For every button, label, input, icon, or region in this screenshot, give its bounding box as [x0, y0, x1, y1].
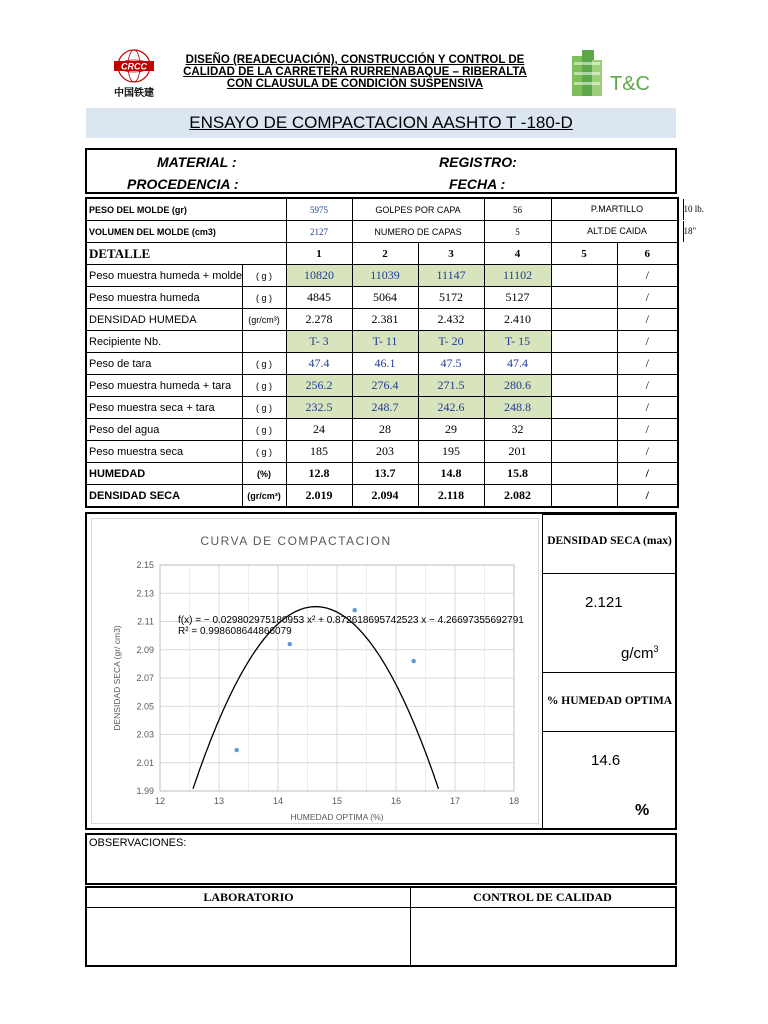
volumen-value: 2127 — [286, 221, 352, 243]
row-unit: (gr/cm³) — [242, 309, 286, 331]
table-cell: / — [617, 463, 678, 485]
data-point-3 — [353, 608, 357, 612]
row-unit: ( g ) — [242, 287, 286, 309]
densidad-unit-text: g/cm — [621, 645, 654, 662]
table-cell[interactable]: 203 — [352, 441, 418, 463]
humedad-optima-cell — [542, 672, 677, 732]
signature-box — [85, 886, 677, 967]
document-title: ENSAYO DE COMPACTACION AASHTO T -180-D — [86, 108, 676, 138]
table-cell — [551, 485, 617, 508]
project-title-line-3: CON CLAUSULA DE CONDICIÓN SUSPENSIVA — [226, 78, 484, 90]
table-cell: / — [617, 265, 678, 287]
row-label: HUMEDAD — [86, 463, 242, 485]
table-cell — [551, 441, 617, 463]
table-cell — [551, 287, 617, 309]
peso-molde-value: 5975 — [286, 198, 352, 221]
table-cell[interactable]: 14.8 — [418, 463, 484, 485]
table-cell[interactable]: 11102 — [484, 265, 551, 287]
table-cell[interactable]: 2.094 — [352, 485, 418, 508]
data-point-2 — [288, 642, 292, 646]
col-header-3: 3 — [418, 243, 484, 265]
y-tick-label: 2.09 — [136, 644, 154, 655]
table-row — [86, 375, 678, 397]
row-unit: ( g ) — [242, 419, 286, 441]
y-tick-label: 2.15 — [136, 560, 154, 570]
martillo-value: 10 lb. — [683, 204, 705, 214]
table-cell[interactable]: 2.410 — [484, 309, 551, 331]
table-cell[interactable]: 4845 — [286, 287, 352, 309]
fecha-label: FECHA : — [449, 176, 506, 192]
table-cell[interactable]: 11147 — [418, 265, 484, 287]
table-cell[interactable]: 2.381 — [352, 309, 418, 331]
detalle-label: DETALLE — [86, 243, 286, 265]
densidad-unit-sup: 3 — [653, 644, 659, 654]
table-row — [86, 353, 678, 375]
table-cell: / — [617, 397, 678, 419]
table-cell — [551, 265, 617, 287]
row-unit: ( g ) — [242, 397, 286, 419]
row-label: Peso muestra seca + tara — [86, 397, 242, 419]
table-cell: / — [617, 375, 678, 397]
densidad-max-value: 2.121 — [585, 594, 623, 611]
chart-frame — [91, 518, 539, 824]
table-cell: / — [617, 353, 678, 375]
table-row — [86, 419, 678, 441]
observaciones-box[interactable] — [85, 833, 677, 885]
table-cell[interactable]: 10820 — [286, 265, 352, 287]
table-cell[interactable]: 12.8 — [286, 463, 352, 485]
table-cell — [551, 309, 617, 331]
table-cell[interactable]: T- 11 — [352, 331, 418, 353]
row-unit: ( g ) — [242, 265, 286, 287]
trendline-equation: f(x) = − 0.029802975180953 x² + 0.872618695742523 x − 4.26697355692791 — [178, 615, 524, 627]
row-unit — [242, 331, 286, 353]
altura-value: 18" — [683, 226, 697, 236]
y-tick-label: 2.13 — [136, 588, 154, 599]
table-cell[interactable]: 256.2 — [286, 375, 352, 397]
table-row — [86, 485, 678, 508]
material-label: MATERIAL : — [157, 154, 237, 170]
table-cell[interactable]: 46.1 — [352, 353, 418, 375]
table-cell[interactable]: 28 — [352, 419, 418, 441]
table-row — [86, 463, 678, 485]
table-row — [86, 309, 678, 331]
peso-molde-label: PESO DEL MOLDE (gr) — [86, 198, 286, 221]
y-tick-label: 1.99 — [136, 786, 154, 796]
table-cell — [551, 397, 617, 419]
project-title-line-2: CALIDAD DE LA CARRETERA RURRENABAQUE – RIBERALTA — [183, 66, 527, 78]
table-row — [86, 287, 678, 309]
table-cell[interactable]: 2.082 — [484, 485, 551, 508]
x-tick-label: 16 — [390, 796, 402, 806]
densidad-max-cell — [542, 514, 677, 574]
table-cell[interactable]: 201 — [484, 441, 551, 463]
table-cell[interactable]: 47.4 — [286, 353, 352, 375]
table-cell — [551, 331, 617, 353]
y-tick-label: 2.07 — [136, 673, 154, 683]
data-point-4 — [412, 659, 416, 663]
x-tick-label: 15 — [331, 796, 343, 806]
x-tick-label: 13 — [213, 796, 225, 806]
y-tick-label: 2.11 — [137, 616, 154, 627]
crcc-logo — [106, 48, 162, 100]
densidad-max-unit — [621, 644, 659, 662]
col-header-6: 6 — [617, 243, 678, 265]
humedad-optima-value: 14.6 — [591, 752, 621, 769]
x-tick-label: 12 — [154, 796, 166, 806]
table-cell: / — [617, 441, 678, 463]
row-unit: ( g ) — [242, 375, 286, 397]
x-tick-label: 18 — [508, 796, 520, 806]
params-row-1 — [86, 198, 678, 221]
params-row-2 — [86, 221, 678, 243]
row-unit: (%) — [242, 463, 286, 485]
y-axis-label: DENSIDAD SECA (gr/ cm3) — [112, 625, 122, 731]
y-tick-label: 2.05 — [136, 701, 154, 712]
table-cell[interactable]: 2.118 — [418, 485, 484, 508]
row-label: DENSIDAD SECA — [86, 485, 242, 508]
col-header-2: 2 — [352, 243, 418, 265]
table-cell[interactable]: 24 — [286, 419, 352, 441]
table-cell[interactable]: 29 — [418, 419, 484, 441]
table-cell[interactable]: 11039 — [352, 265, 418, 287]
table-cell[interactable]: T- 15 — [484, 331, 551, 353]
table-cell[interactable]: T- 3 — [286, 331, 352, 353]
procedencia-label: PROCEDENCIA : — [127, 176, 239, 192]
control-signature-area[interactable] — [410, 907, 675, 965]
registro-label: REGISTRO: — [439, 154, 517, 170]
chart-section — [85, 512, 677, 830]
row-unit: (gr/cm³) — [242, 485, 286, 508]
chart-title: CURVA DE COMPACTACION — [200, 534, 392, 548]
table-cell[interactable]: 2.278 — [286, 309, 352, 331]
volumen-label: VOLUMEN DEL MOLDE (cm3) — [86, 221, 286, 243]
col-header-4: 4 — [484, 243, 551, 265]
row-label: Peso de tara — [86, 353, 242, 375]
table-cell[interactable]: 242.6 — [418, 397, 484, 419]
detalle-header-row — [86, 243, 678, 265]
tc-logo — [560, 46, 670, 102]
row-label: Recipiente Nb. — [86, 331, 242, 353]
compaction-chart — [92, 519, 538, 823]
laboratorio-signature-area[interactable] — [87, 907, 411, 965]
martillo-label: P.MARTILLO — [552, 199, 684, 220]
table-cell[interactable]: 276.4 — [352, 375, 418, 397]
table-cell[interactable]: 32 — [484, 419, 551, 441]
golpes-value: 56 — [484, 198, 551, 221]
material-info-box — [85, 148, 677, 194]
x-tick-label: 17 — [449, 796, 461, 806]
y-tick-label: 2.03 — [136, 729, 154, 740]
compaction-table — [85, 197, 705, 508]
table-row — [86, 397, 678, 419]
x-tick-label: 14 — [272, 796, 284, 806]
row-unit: ( g ) — [242, 353, 286, 375]
table-cell[interactable]: 271.5 — [418, 375, 484, 397]
y-tick-label: 2.01 — [136, 757, 154, 768]
table-cell — [551, 419, 617, 441]
control-calidad-label: CONTROL DE CALIDAD — [473, 890, 612, 904]
table-cell: / — [617, 485, 678, 508]
table-cell — [551, 375, 617, 397]
laboratorio-header-cell — [87, 888, 411, 908]
table-cell[interactable]: T- 20 — [418, 331, 484, 353]
laboratorio-label: LABORATORIO — [203, 890, 294, 904]
col-header-1: 1 — [286, 243, 352, 265]
row-label: Peso del agua — [86, 419, 242, 441]
table-row — [86, 441, 678, 463]
data-point-1 — [235, 748, 239, 752]
table-cell[interactable]: 47.4 — [484, 353, 551, 375]
table-row — [86, 265, 678, 287]
table-cell — [551, 463, 617, 485]
table-cell[interactable]: 248.8 — [484, 397, 551, 419]
table-cell[interactable]: 2.019 — [286, 485, 352, 508]
table-cell[interactable]: 5172 — [418, 287, 484, 309]
table-cell — [551, 353, 617, 375]
row-label: Peso muestra humeda — [86, 287, 242, 309]
table-cell[interactable]: 13.7 — [352, 463, 418, 485]
row-label: Peso muestra seca — [86, 441, 242, 463]
densidad-value-cell — [542, 573, 677, 673]
crcc-logo-caption: 中国铁建 — [114, 88, 154, 99]
table-cell[interactable]: 248.7 — [352, 397, 418, 419]
humedad-value-cell — [542, 731, 677, 830]
col-header-5: 5 — [551, 243, 617, 265]
row-label: DENSIDAD HUMEDA — [86, 309, 242, 331]
table-row — [86, 331, 678, 353]
x-axis-label: HUMEDAD OPTIMA (%) — [290, 812, 384, 822]
golpes-label: GOLPES POR CAPA — [352, 198, 484, 221]
table-cell[interactable]: 5127 — [484, 287, 551, 309]
table-cell[interactable]: 185 — [286, 441, 352, 463]
table-cell[interactable]: 5064 — [352, 287, 418, 309]
control-header-cell — [410, 888, 675, 908]
table-cell: / — [617, 419, 678, 441]
table-cell[interactable]: 2.432 — [418, 309, 484, 331]
table-cell: / — [617, 309, 678, 331]
row-unit: ( g ) — [242, 441, 286, 463]
project-title-line-1: DISEÑO (READECUACIÓN), CONSTRUCCIÓN Y CONTROL DE — [185, 54, 525, 66]
table-cell[interactable]: 47.5 — [418, 353, 484, 375]
altura-label: ALT.DE CAIDA — [552, 221, 684, 242]
densidad-max-label: DENSIDAD SECA (max) — [547, 535, 672, 547]
capas-label: NUMERO DE CAPAS — [352, 221, 484, 243]
row-label: Peso muestra humeda + tara — [86, 375, 242, 397]
crcc-logo-text: CRCC — [121, 61, 147, 72]
table-cell[interactable]: 232.5 — [286, 397, 352, 419]
capas-value: 5 — [484, 221, 551, 243]
tc-logo-text: T&C — [610, 73, 650, 95]
table-cell[interactable]: 280.6 — [484, 375, 551, 397]
humedad-optima-unit: % — [635, 802, 650, 819]
observaciones-label: OBSERVACIONES: — [89, 837, 187, 849]
project-title — [180, 54, 530, 90]
humedad-optima-label: % HUMEDAD OPTIMA — [546, 695, 673, 707]
row-label: Peso muestra humeda + molde — [86, 265, 242, 287]
table-cell: / — [617, 331, 678, 353]
trendline-r2: R² = 0.998608644866079 — [178, 626, 292, 638]
table-cell: / — [617, 287, 678, 309]
table-cell[interactable]: 195 — [418, 441, 484, 463]
table-cell[interactable]: 15.8 — [484, 463, 551, 485]
